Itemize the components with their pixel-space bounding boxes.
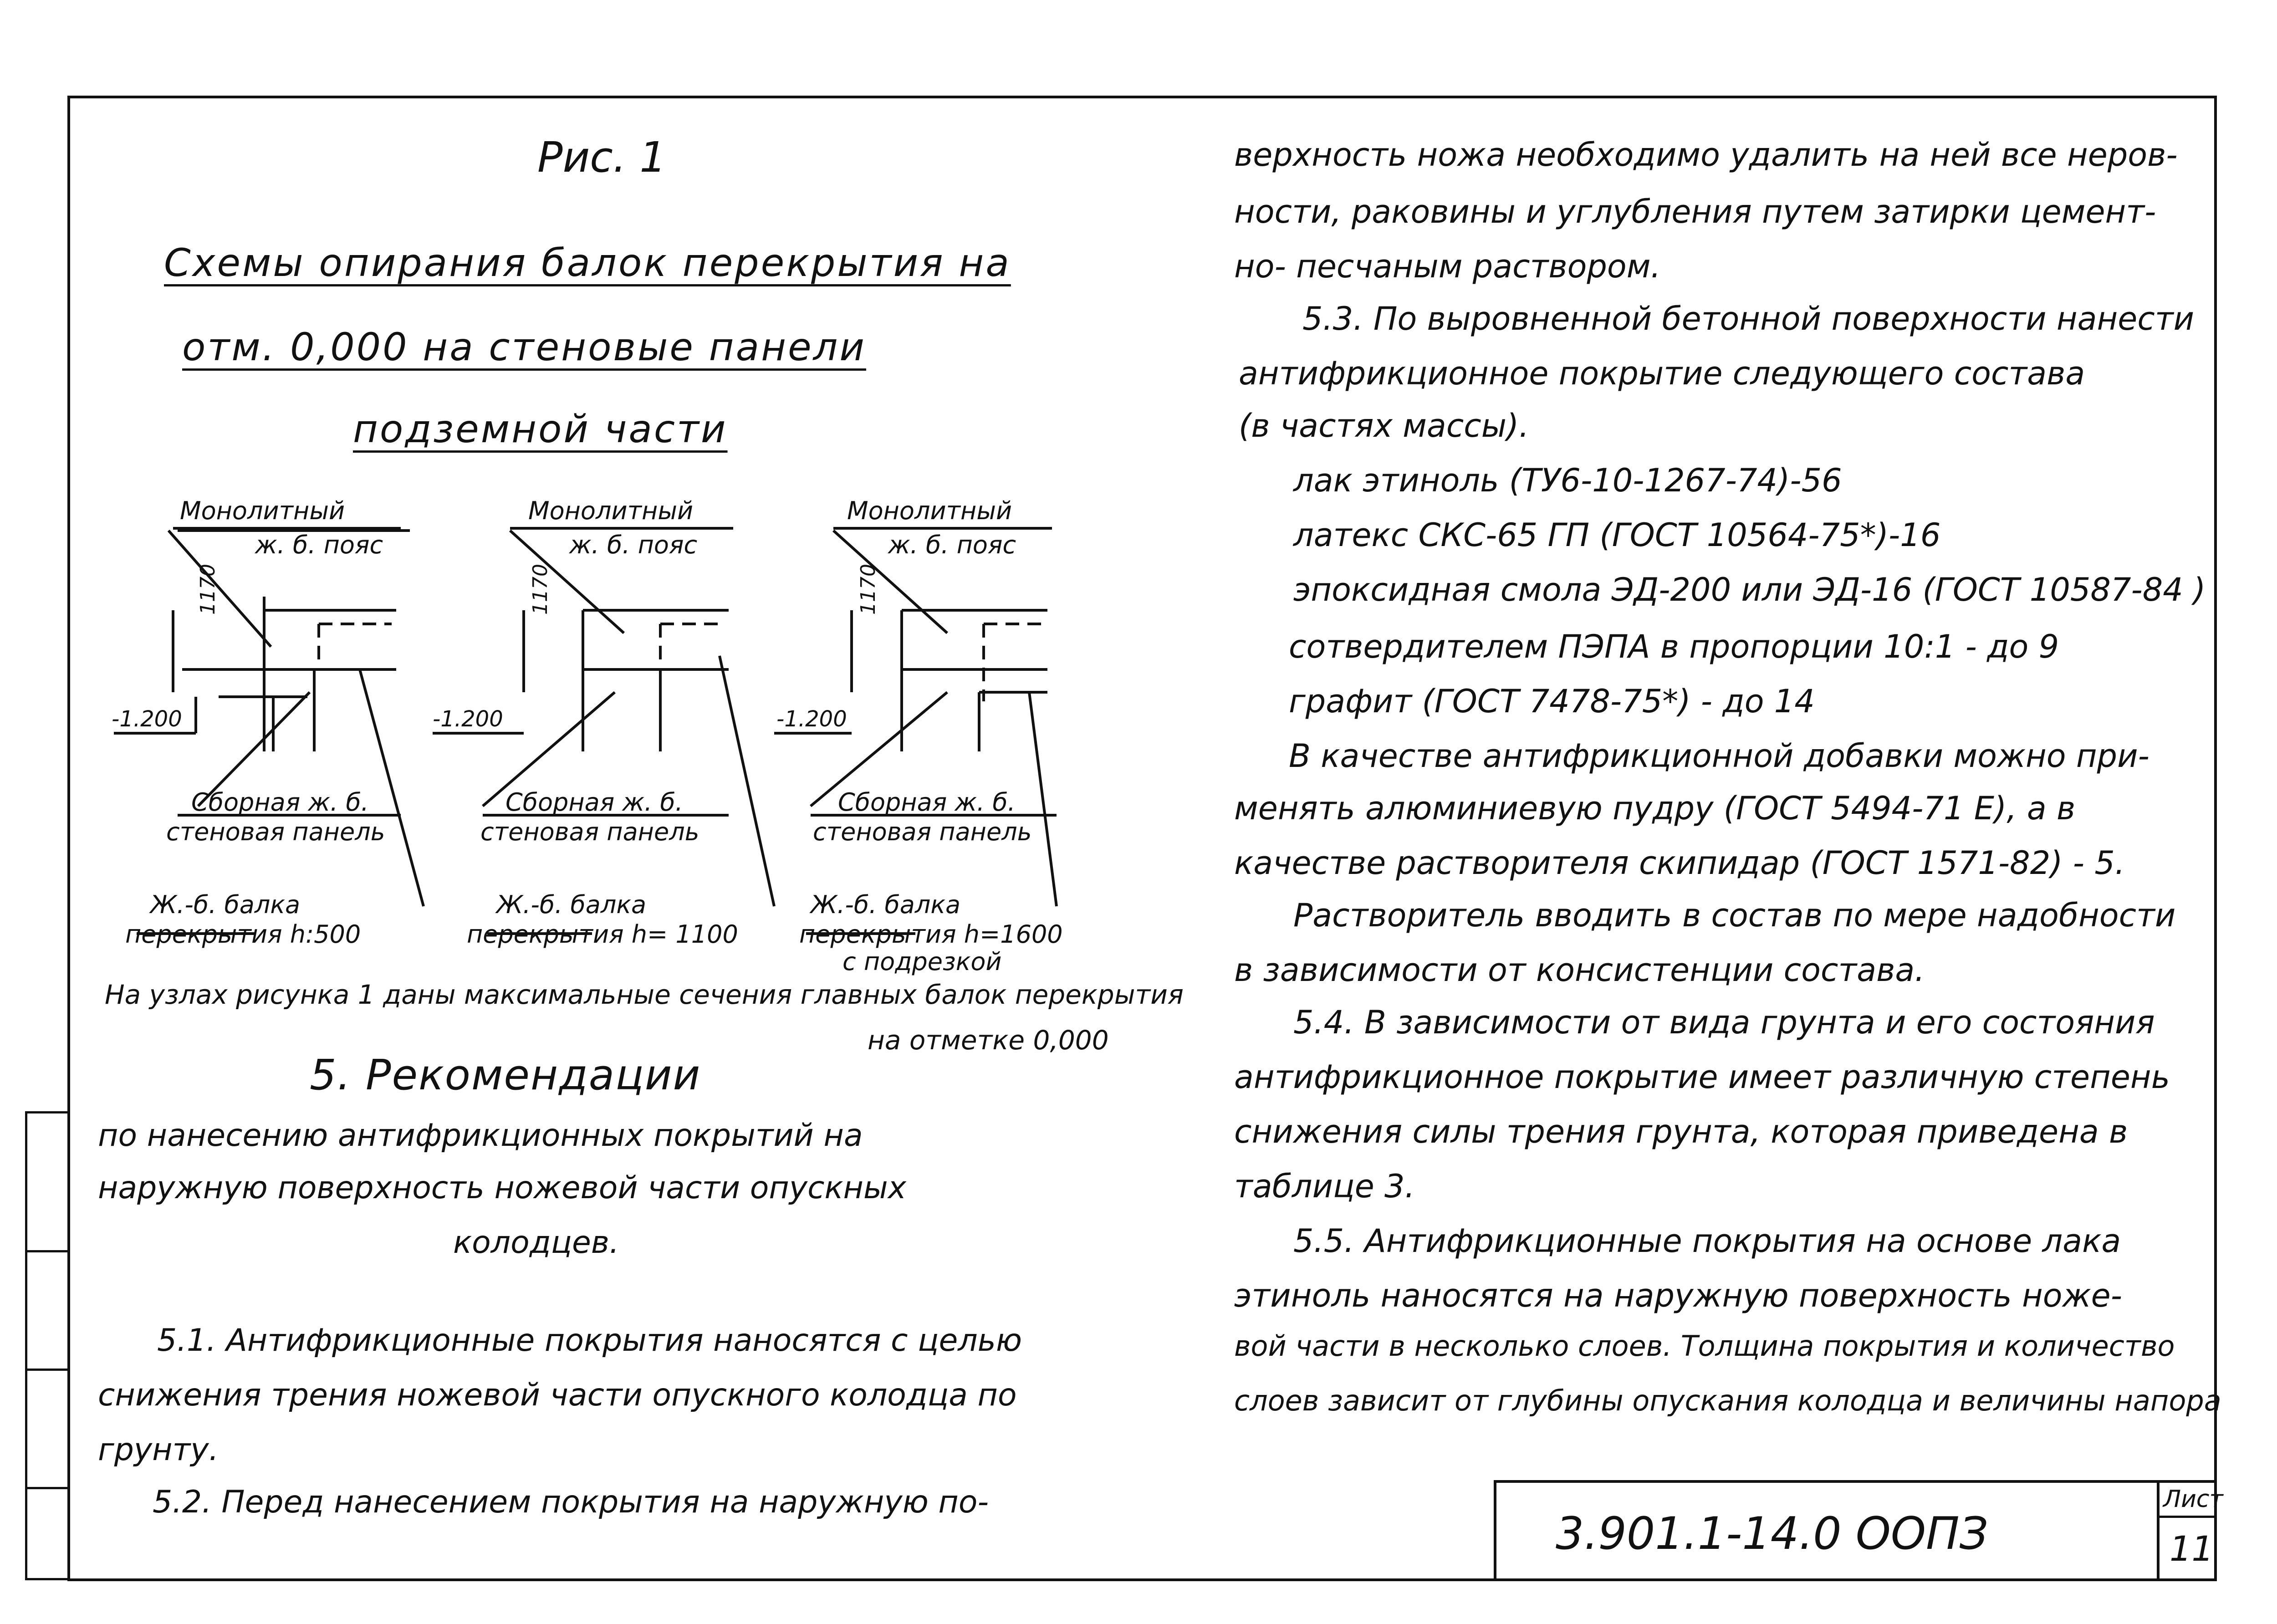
right-line-13: менять алюминиевую пудру (ГОСТ 5494-71 Е), а в bbox=[1234, 790, 2076, 827]
node-3-top-label-1: Монолитный bbox=[847, 496, 1012, 525]
node-2-top-label-1: Монолитный bbox=[528, 496, 694, 525]
paragraph-5-1-line-3: грунту. bbox=[98, 1432, 219, 1468]
sheet-number: 11 bbox=[2170, 1528, 2214, 1569]
node-3-level: -1.200 bbox=[776, 706, 847, 732]
node-2-level: -1.200 bbox=[433, 706, 503, 732]
right-line-17: 5.4. В зависимости от вида грунта и его состояния bbox=[1293, 1004, 2155, 1041]
sheet-divider bbox=[2160, 1516, 2214, 1518]
node-3-panel-label-2: стеновая панель bbox=[813, 817, 1032, 846]
right-line-14: качестве растворителя скипидар (ГОСТ 1571-82) - 5. bbox=[1234, 844, 2125, 882]
paragraph-5-2-line-1: 5.2. Перед нанесением покрытия на наружную по- bbox=[153, 1484, 989, 1520]
right-line-12: В качестве антифрикционной добавки можно при- bbox=[1289, 737, 2149, 775]
node-2-top-label-2: ж. б. пояс bbox=[569, 531, 698, 559]
figure-title-line-3: подземной части bbox=[353, 407, 728, 451]
right-line-15: Растворитель вводить в состав по мере надобности bbox=[1293, 897, 2176, 934]
node-3-panel-label-1: Сборная ж. б. bbox=[838, 788, 1016, 817]
right-line-16: в зависимости от консистенции состава. bbox=[1234, 951, 1925, 989]
right-line-2: ности, раковины и углубления путем затирки цемент- bbox=[1234, 193, 2156, 230]
right-line-3: но- песчаным раствором. bbox=[1234, 248, 1661, 285]
section-title: 5. Рекомендации bbox=[310, 1051, 701, 1099]
right-line-5: антифрикционное покрытие следующего состава bbox=[1239, 355, 2085, 392]
node-2-dimension: 1170 bbox=[529, 564, 552, 615]
document-code: 3.901.1-14.0 ООПЗ bbox=[1556, 1508, 1988, 1560]
right-line-23: вой части в несколько слоев. Толщина покрытия и количество bbox=[1234, 1329, 2175, 1363]
sheet-box bbox=[2157, 1483, 2223, 1578]
node-2-beam-label-2: перекрытия h= 1100 bbox=[467, 920, 738, 949]
node-1-panel-label-2: стеновая панель bbox=[166, 817, 385, 846]
right-line-11: графит (ГОСТ 7478-75*) - до 14 bbox=[1289, 683, 1815, 720]
node-1-dimension: 1170 bbox=[196, 564, 220, 615]
right-line-22: этиноль наносятся на наружную поверхность ноже- bbox=[1234, 1277, 2122, 1314]
section-subtitle-line-3: колодцев. bbox=[453, 1225, 619, 1261]
node-2-panel-label-2: стеновая панель bbox=[480, 817, 699, 846]
right-line-20: таблице 3. bbox=[1234, 1168, 1415, 1205]
section-subtitle-line-2: наружную поверхность ножевой части опускных bbox=[98, 1170, 906, 1206]
right-line-7: лак этиноль (ТУ6-10-1267-74)-56 bbox=[1293, 462, 1842, 499]
figure-caption-line-2: на отметке 0,000 bbox=[868, 1025, 1109, 1056]
section-subtitle-line-1: по нанесению антифрикционных покрытий на bbox=[98, 1118, 863, 1154]
node-1-beam-label-1: Ж.-б. балка bbox=[150, 890, 301, 919]
node-3-dimension: 1170 bbox=[857, 564, 880, 615]
node-1-top-label-1: Монолитный bbox=[180, 496, 345, 525]
node-1-beam-label-2: перекрытия h:500 bbox=[125, 920, 361, 949]
node-1-panel-label-1: Сборная ж. б. bbox=[191, 788, 369, 817]
figure-label: Рис. 1 bbox=[537, 133, 666, 182]
paragraph-5-1-line-1: 5.1. Антифрикционные покрытия наносятся с целью bbox=[157, 1323, 1022, 1358]
title-block bbox=[1494, 1480, 2223, 1578]
figure-title-line-1: Схемы опирания балок перекрытия на bbox=[164, 240, 1011, 285]
figure-caption-line-1: На узлах рисунка 1 даны максимальные сечения главных балок перекрытия bbox=[105, 979, 1184, 1010]
paragraph-5-1-line-2: снижения трения ножевой части опускного колодца по bbox=[98, 1377, 1017, 1413]
node-3-beam-label-1: Ж.-б. балка bbox=[811, 890, 961, 919]
node-3-beam-label-2: перекрытия h=1600 bbox=[799, 920, 1063, 949]
figure-title-line-2: отм. 0,000 на стеновые панели bbox=[182, 325, 866, 369]
right-line-18: антифрикционное покрытие имеет различную степень bbox=[1234, 1058, 2170, 1096]
right-line-10: сотвердителем ПЭПА в пропорции 10:1 - до 9 bbox=[1289, 628, 2059, 665]
right-line-4: 5.3. По выровненной бетонной поверхности нанести bbox=[1302, 300, 2195, 337]
right-line-21: 5.5. Антифрикционные покрытия на основе лака bbox=[1293, 1222, 2121, 1260]
right-line-24: слоев зависит от глубины опускания колодца и величины напора bbox=[1234, 1384, 2221, 1417]
sheet-label: Лист bbox=[2163, 1486, 2223, 1513]
right-line-19: снижения силы трения грунта, которая приведена в bbox=[1234, 1113, 2128, 1150]
right-line-1: верхность ножа необходимо удалить на ней все неров- bbox=[1234, 136, 2178, 174]
node-1-level: -1.200 bbox=[112, 706, 182, 732]
node-2-beam-label-1: Ж.-б. балка bbox=[496, 890, 647, 919]
right-line-8: латекс СКС-65 ГП (ГОСТ 10564-75*)-16 bbox=[1293, 516, 1941, 554]
node-3-top-label-2: ж. б. пояс bbox=[888, 531, 1016, 559]
node-1-top-label-2: ж. б. пояс bbox=[255, 531, 383, 559]
node-2-panel-label-1: Сборная ж. б. bbox=[505, 788, 683, 817]
right-line-6: (в частях массы). bbox=[1239, 407, 1529, 444]
right-line-9: эпоксидная смола ЭД-200 или ЭД-16 (ГОСТ 10587-84 ) bbox=[1293, 571, 2206, 608]
node-3-beam-label-3: с подрезкой bbox=[842, 947, 1002, 976]
